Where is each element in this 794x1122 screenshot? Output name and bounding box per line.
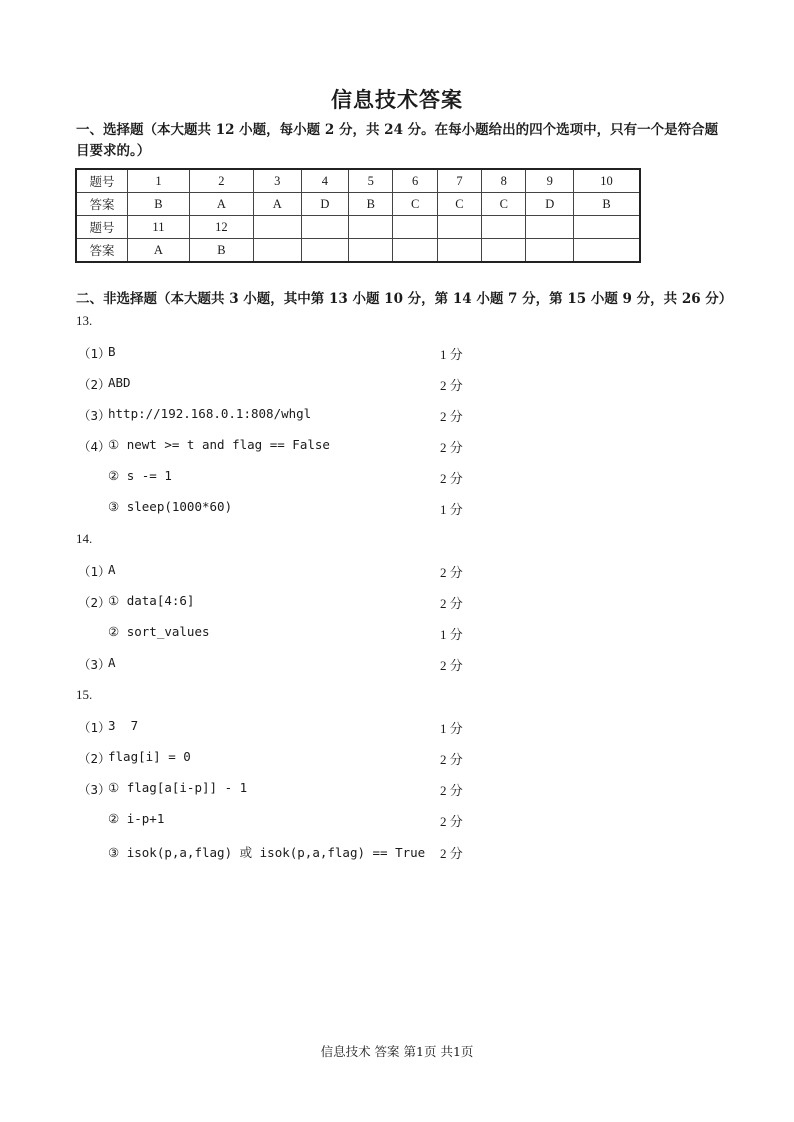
answer-text: 3 7	[108, 718, 139, 733]
question-number: 15.	[76, 687, 93, 702]
table-cell	[526, 216, 574, 239]
answer-points: 1 分	[440, 347, 463, 362]
answer-points: 2 分	[440, 409, 463, 424]
answer-points: 2 分	[440, 596, 463, 611]
table-cell: 4	[301, 169, 349, 193]
table-cell	[482, 239, 526, 263]
answer-text: B	[108, 344, 116, 359]
table-cell: B	[574, 193, 640, 216]
table-cell: A	[128, 239, 190, 263]
answer-text: ① newt >= t and flag == False	[108, 437, 330, 452]
answer-label: （1）	[78, 346, 111, 361]
answer-text: A	[108, 562, 116, 577]
question-number: 13.	[76, 313, 93, 328]
answer-label: （4）	[78, 439, 111, 454]
table-cell	[349, 216, 393, 239]
answer-points: 2 分	[440, 440, 463, 455]
answer-points: 2 分	[440, 658, 463, 673]
table-row	[76, 169, 640, 193]
answer-label: （2）	[78, 595, 111, 610]
answer-label: （1）	[78, 564, 111, 579]
answer-row	[0, 843, 463, 888]
table-cell: B	[349, 193, 393, 216]
answer-points: 2 分	[440, 565, 463, 580]
table-cell	[253, 216, 301, 239]
table-cell	[526, 239, 574, 263]
question-number: 14.	[76, 531, 93, 546]
answer-points: 2 分	[440, 814, 463, 829]
table-cell: 8	[482, 169, 526, 193]
table-cell	[393, 216, 437, 239]
table-cell: 2	[189, 169, 253, 193]
table-cell: 7	[437, 169, 481, 193]
section1-heading: 一、选择题（本大题共 12 小题，每小题 2 分，共 24 分。在每小题给出的四个选项中，只有一个是符合题目要求的。）	[76, 122, 719, 159]
answer-points: 2 分	[440, 783, 463, 798]
table-cell: 5	[349, 169, 393, 193]
answer-label: （3）	[78, 657, 111, 672]
table-cell: A	[189, 193, 253, 216]
table-cell	[574, 216, 640, 239]
answer-points: 2 分	[440, 752, 463, 767]
table-cell: D	[301, 193, 349, 216]
table-cell: 10	[574, 169, 640, 193]
answer-text: ③ isok(p,a,flag) 或 isok(p,a,flag) == True	[108, 845, 426, 860]
answer-text: ② i-p+1	[108, 811, 165, 826]
table-header-cell: 题号	[76, 216, 128, 239]
table-row	[76, 239, 640, 263]
table-cell	[437, 239, 481, 263]
answer-points: 1 分	[440, 502, 463, 517]
answer-text: ③ sleep(1000*60)	[108, 499, 233, 514]
answer-text: A	[108, 655, 116, 670]
table-cell: 1	[128, 169, 190, 193]
table-cell	[393, 239, 437, 263]
answer-label: （3）	[78, 408, 111, 423]
table-cell: 9	[526, 169, 574, 193]
answer-text: ABD	[108, 375, 131, 390]
table-header-cell: 答案	[76, 193, 128, 216]
answer-text: http://192.168.0.1:808/whgl	[108, 406, 312, 421]
answer-points: 1 分	[440, 627, 463, 642]
answer-label: （2）	[78, 377, 111, 392]
answer-points: 2 分	[440, 378, 463, 393]
answer-points: 1 分	[440, 721, 463, 736]
answer-points: 2 分	[440, 846, 463, 861]
table-row	[76, 216, 640, 239]
section2-heading: 二、非选择题（本大题共 3 小题，其中第 13 小题 10 分，第 14 小题 7 分，第 15 小题 9 分，共 26 分）	[76, 291, 733, 307]
answer-text: ② sort_values	[108, 624, 210, 639]
table-cell	[301, 239, 349, 263]
table-cell: D	[526, 193, 574, 216]
answer-label: （2）	[78, 751, 111, 766]
table-cell: C	[393, 193, 437, 216]
table-cell: B	[128, 193, 190, 216]
table-cell: 12	[189, 216, 253, 239]
table-header-cell: 题号	[76, 169, 128, 193]
table-cell: B	[189, 239, 253, 263]
page-footer: 信息技术 答案 第1页 共1页	[320, 1044, 474, 1059]
page-title: 信息技术答案	[331, 87, 463, 112]
answer-text: ② s -= 1	[108, 468, 172, 483]
table-cell: 3	[253, 169, 301, 193]
table-row	[76, 193, 640, 216]
table-cell: A	[253, 193, 301, 216]
table-cell	[574, 239, 640, 263]
table-cell	[437, 216, 481, 239]
answer-text: flag[i] = 0	[108, 749, 191, 764]
answer-table	[75, 168, 641, 263]
answer-text: ① data[4:6]	[108, 593, 195, 608]
table-cell: C	[482, 193, 526, 216]
table-cell: 11	[128, 216, 190, 239]
answer-label: （1）	[78, 720, 111, 735]
answer-label: （3）	[78, 782, 111, 797]
table-cell: 6	[393, 169, 437, 193]
table-cell	[253, 239, 301, 263]
table-cell	[482, 216, 526, 239]
answer-points: 2 分	[440, 471, 463, 486]
answer-text: ① flag[a[i-p]] - 1	[108, 780, 248, 795]
table-cell	[349, 239, 393, 263]
table-cell	[301, 216, 349, 239]
table-header-cell: 答案	[76, 239, 128, 263]
table-cell: C	[437, 193, 481, 216]
